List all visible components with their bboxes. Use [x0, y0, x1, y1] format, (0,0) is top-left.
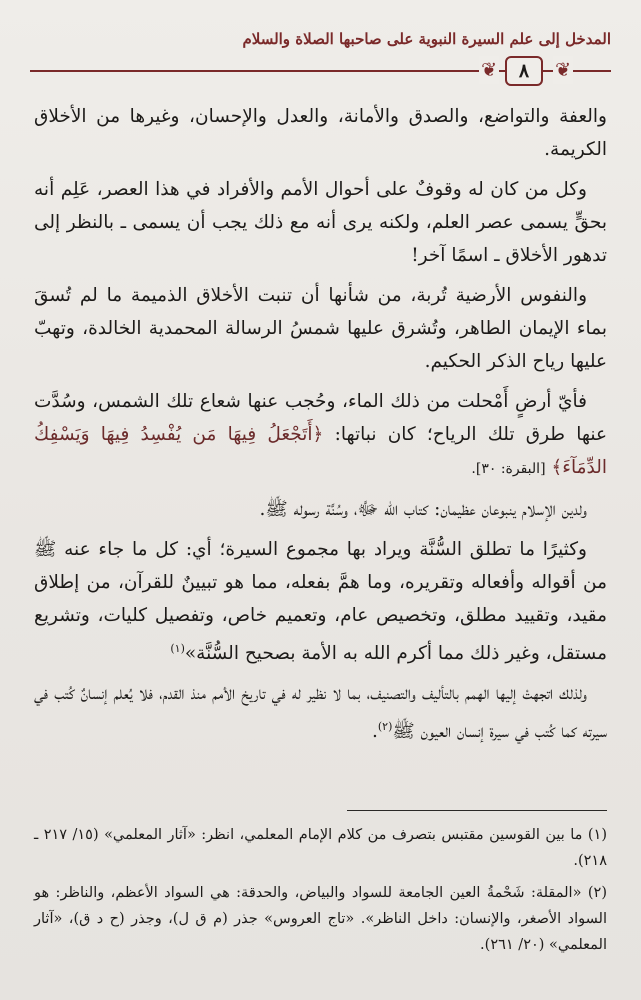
ornament-right-icon: ❦: [479, 56, 499, 84]
footnotes: [34, 822, 607, 964]
paragraph-with-note: [34, 677, 607, 748]
footnote-marker: (١): [170, 642, 185, 655]
paragraph-with-verse: [34, 385, 607, 486]
paragraph: والنفوس الأرضية تُربة، من شأنها أن تنبت الأخلاق الذميمة ما لم تُسقَ بماء الإيمان الطاهر، وتُشرق عليها شمسُ الرسالة المحمدية الخالدة، وتهبّ عليها رياح الذكر الحكيم.: [34, 285, 607, 372]
ornament-left-icon: ❦: [553, 56, 573, 84]
paragraph: وكل من كان له وقوفٌ على أحوال الأمم والأفراد في هذا العصر، عَلِم أنه بحقٍّ يسمى عصر العلم، ولكنه يرى أنه مع ذلك يجب أن يسمى ـ بالنظر إلى تدهور الأخلاق ـ اسمًا آخر!: [34, 179, 607, 266]
footnote: (٢) «المقلة: شَحْمةُ العين الجامعة للسواد والبياض، والحدقة: هي السواد الأعظم، والناظر: هو السواد الأصغر، والإنسان: داخل الناظر». «تاج العروس» جذر (م ق ل)، وجذر (ح د ق)، «آثار المعلمي» (٢٠/ ٢٦١).: [34, 885, 607, 953]
main-text: [34, 100, 607, 755]
quran-verse: ﴿أَتَجْعَلُ فِيهَا مَن يُفْسِدُ فِيهَا وَيَسْفِكُ الدِّمَآءَ﴾: [34, 424, 607, 478]
paragraph-with-note: [34, 533, 607, 670]
paragraph-end: .: [371, 721, 378, 743]
running-title: المدخل إلى علم السيرة النبوية على صاحبها الصلاة والسلام: [242, 30, 611, 48]
page-header: [24, 30, 617, 88]
footnote: (١) ما بين القوسين مقتبس بتصرف من كلام الإمام المعلمي، انظر: «آثار المعلمي» (١٥/ ٢١٧ ـ ٢١٨).: [34, 827, 607, 869]
verse-reference: [البقرة: ٣٠].: [471, 461, 546, 477]
paragraph-text: فأيّ أرضٍ أَمْحلت من ذلك الماء، وحُجب عنها شعاع تلك الشمس، وسُدَّت عنها طرق تلك الرياح؛ كان نباتها:: [34, 391, 608, 445]
page-number: ٨: [505, 56, 543, 86]
footnote-separator: [347, 810, 607, 811]
paragraph-text: وكثيرًا ما تطلق السُّنَّة ويراد بها مجموع السيرة؛ أي: كل ما جاء عنه ﷺ من أقواله وأفعاله وتقريره، وما همَّ بفعله، مما هو تبيينٌ للقرآن، من إطلاق مقيد، وتقييد مطلق، وتخصيص عام، وتعميم خاص، وتفصيل كليات، وتشريع مستقل، وغير ذلك مما أكرم الله به الأمة بصحيح السُّنَّة»: [34, 539, 607, 665]
paragraph: والعفة والتواضع، والصدق والأمانة، والعدل والإحسان، وغيرها من الأخلاق الكريمة.: [34, 106, 607, 160]
footnote-marker: (٢): [377, 720, 393, 734]
paragraph-text: ولذلك اتجهتْ إليها الهمم بالتأليف والتصنيف، بما لا نظير له في تاريخ الأمم منذ القدم، فلا يُعلم إنسانٌ كُتب في سيرته كما كُتب في سيرة إنسان العيون ﷺ: [34, 683, 607, 743]
paragraph: ولدين الإسلام ينبوعان عظيمان: كتاب الله ﷻ، وسُنَّة رسوله ﷺ.: [259, 499, 587, 520]
